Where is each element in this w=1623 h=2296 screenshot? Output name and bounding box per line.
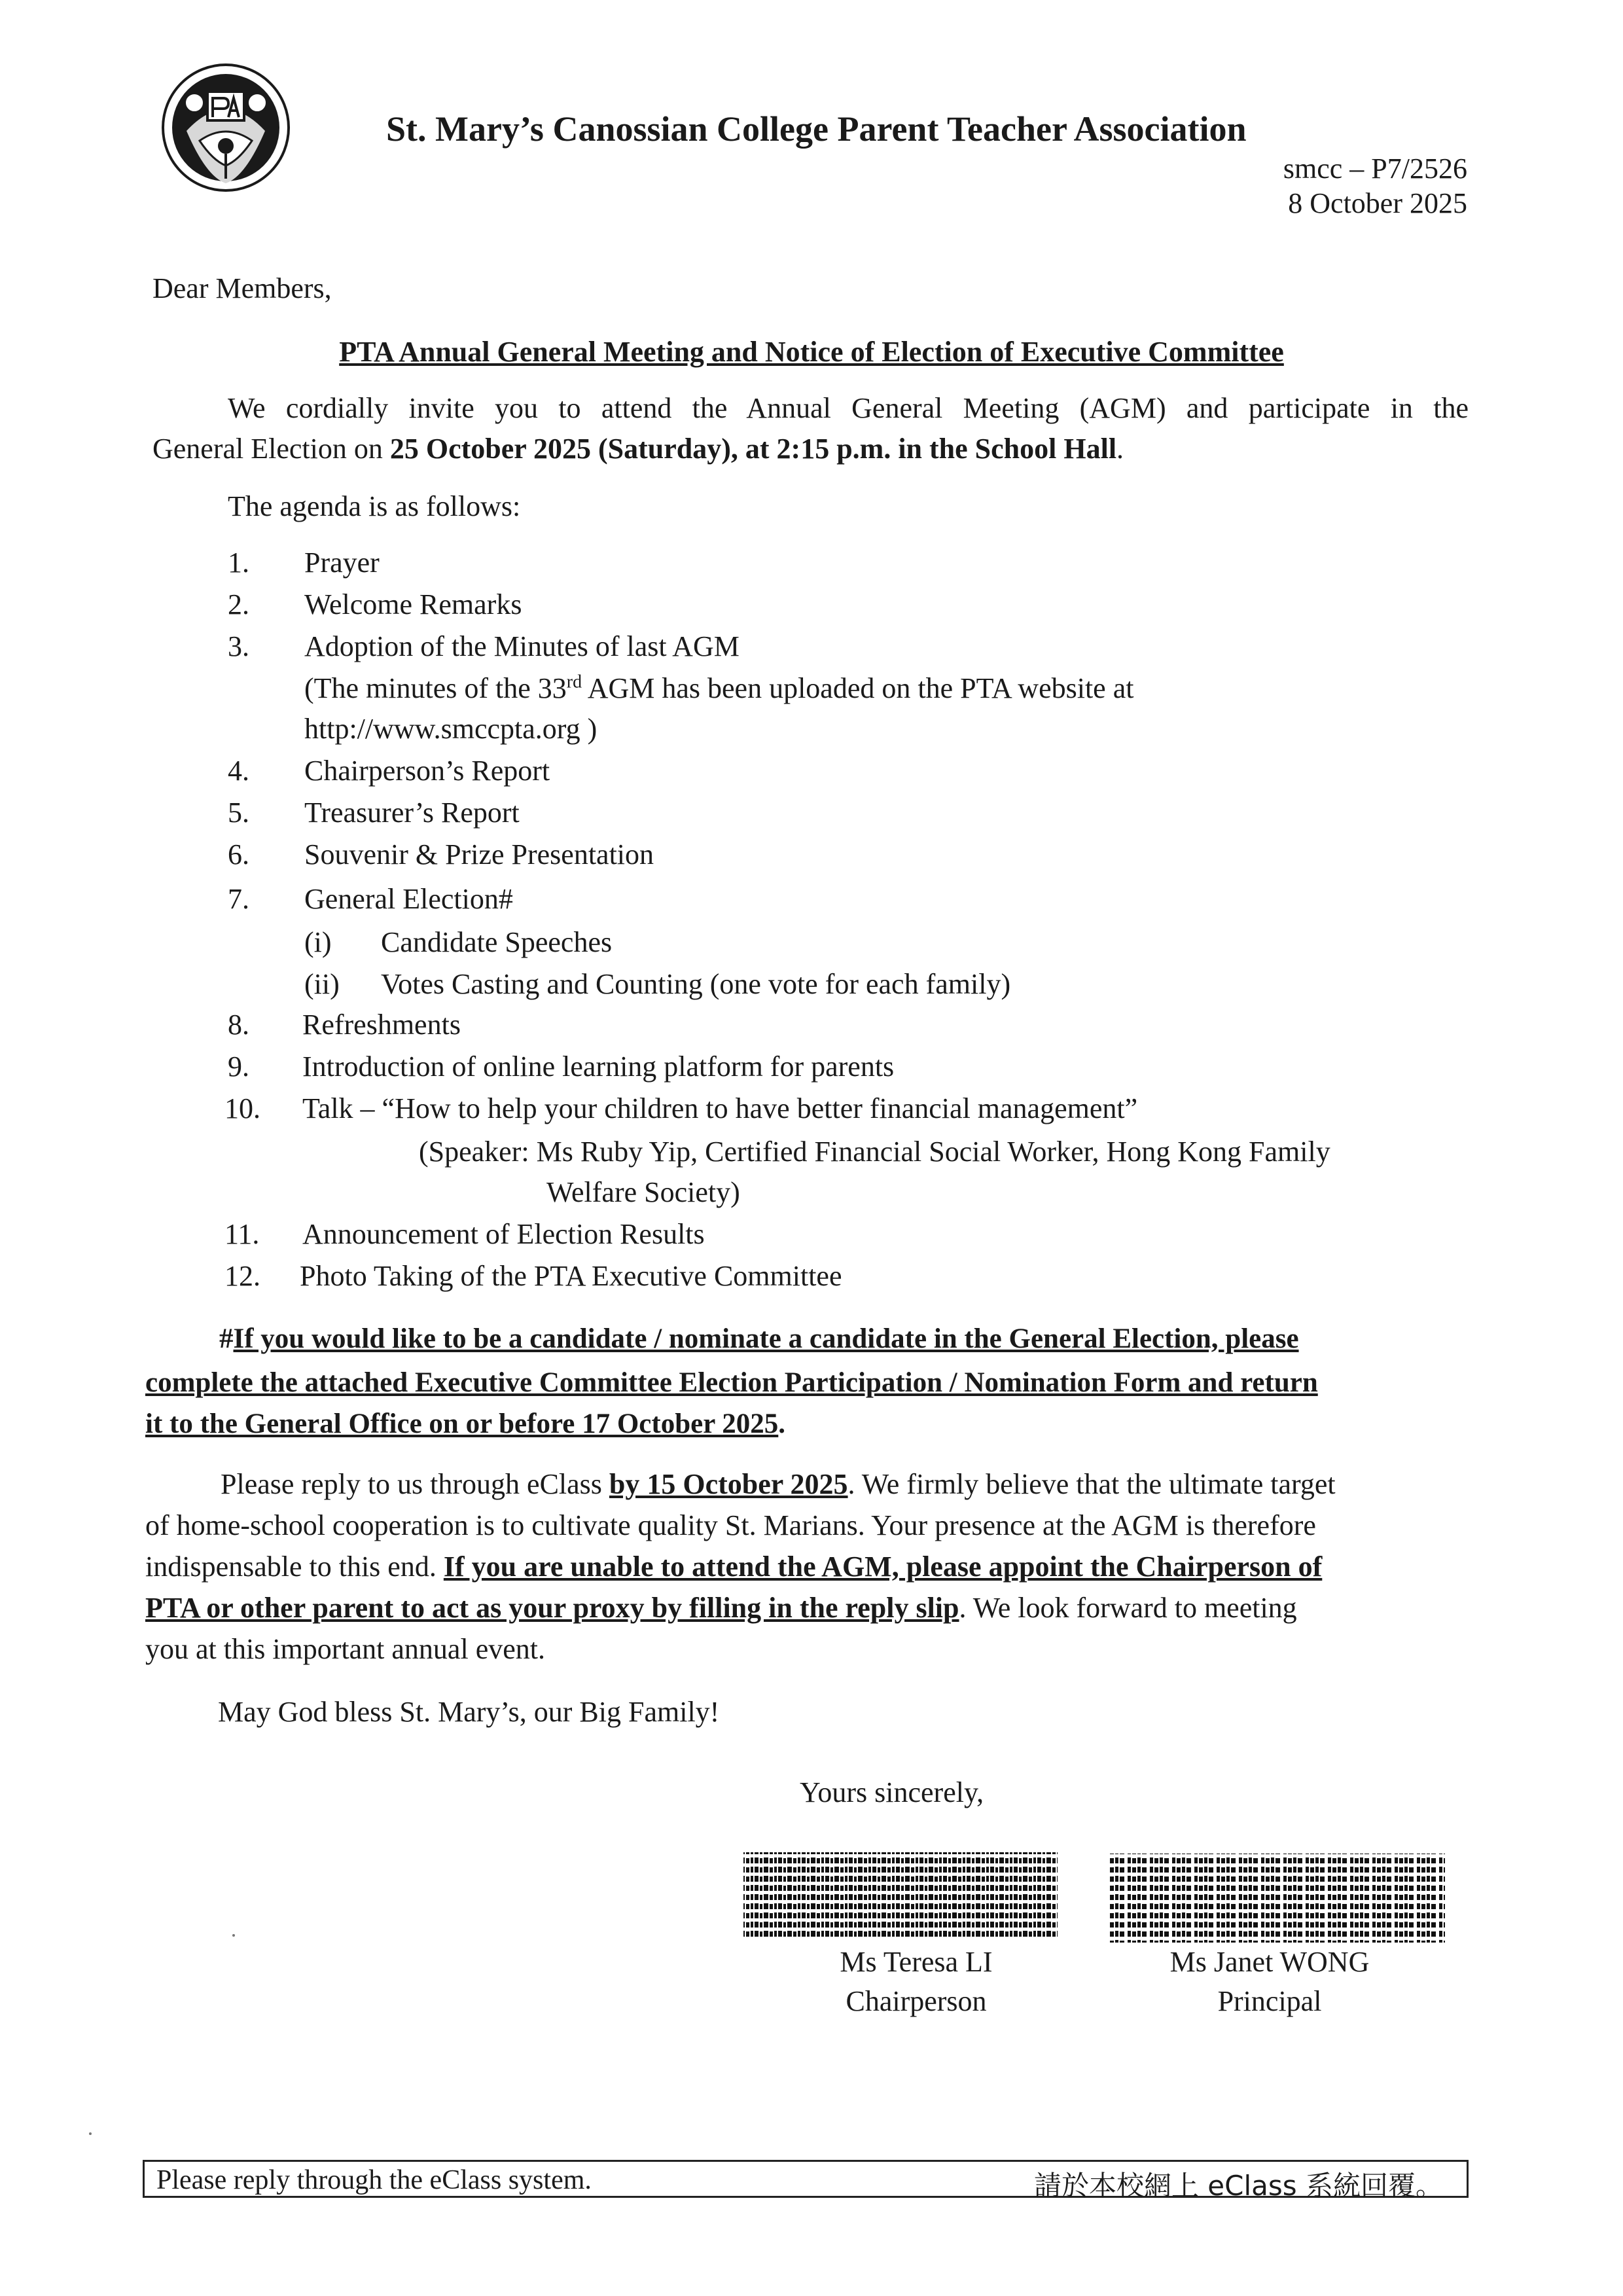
agenda-number: 8. (228, 1009, 249, 1041)
candidate-note-line-3 (145, 1407, 785, 1441)
agenda-number: 10. (224, 1092, 260, 1124)
blessing: May God bless St. Mary’s, our Big Family! (218, 1696, 720, 1728)
agenda-number: 12. (224, 1260, 260, 1292)
reply-text: indispensable to this end. (145, 1551, 444, 1583)
reply-text: . We firmly believe that the ultimate target (847, 1468, 1336, 1500)
organization-name: St. Mary’s Canossian College Parent Teacher Association (386, 109, 1247, 149)
agenda-item: Talk – “How to help your children to have better financial management” (302, 1092, 1138, 1124)
agenda-item: Adoption of the Minutes of last AGM (304, 630, 740, 662)
principal-name: Ms Janet WONG (1169, 1946, 1370, 1978)
reply-text: Please reply to us through eClass (221, 1468, 609, 1500)
proxy-instruction: If you are unable to attend the AGM, please appoint the Chairperson of (443, 1551, 1323, 1583)
chairperson-name: Ms Teresa LI (840, 1946, 993, 1978)
signature-stamp-icon (1105, 1847, 1452, 1946)
notice-heading: PTA Annual General Meeting and Notice of Election of Executive Committee (339, 336, 1284, 368)
speaker-info: Welfare Society) (546, 1176, 740, 1208)
reply-line-3 (145, 1550, 1322, 1585)
agenda-item: Announcement of Election Results (302, 1218, 705, 1250)
reply-line-2: of home-school cooperation is to cultivate quality St. Marians. Your presence at the AGM is therefore (145, 1509, 1316, 1541)
agenda-item: Chairperson’s Report (304, 755, 550, 787)
closing: Yours sincerely, (800, 1776, 984, 1808)
reply-text: . We look forward to meeting (959, 1592, 1297, 1624)
crest-icon (160, 62, 291, 193)
candidate-note-line-1 (219, 1322, 1461, 1356)
pta-website-url: http://www.smccpta.org ) (304, 713, 597, 745)
notice-date: 8 October 2025 (1288, 187, 1467, 219)
reply-instruction-english: Please reply through the eClass system. (156, 2165, 592, 2195)
agenda-item: Refreshments (302, 1009, 461, 1041)
reply-instruction-chinese: 請於本校網上 eClass 系統回覆。 (1033, 2170, 1443, 2202)
agenda-subtext (304, 672, 1133, 705)
proxy-instruction: PTA or other parent to act as your proxy by filling in the reply slip (145, 1592, 959, 1624)
salutation: Dear Members, (152, 272, 332, 304)
agenda-intro: The agenda is as follows: (228, 490, 521, 522)
reply-instruction-box (143, 2160, 1469, 2202)
reply-line-5: you at this important annual event. (145, 1633, 545, 1665)
agenda-item: Introduction of online learning platform for parents (302, 1050, 895, 1083)
ordinal-suffix: rd (566, 672, 582, 692)
meeting-datetime-venue: 25 October 2025 (Saturday), at 2:15 p.m. in the School Hall (389, 433, 1117, 465)
candidate-note-line-2: complete the attached Executive Committee Election Participation / Nomination Form and return (145, 1367, 1318, 1398)
principal-signature-stamp (1105, 1847, 1452, 1946)
agenda-number: 3. (228, 630, 249, 662)
candidate-note-period: . (778, 1408, 786, 1439)
agenda-item: Treasurer’s Report (304, 797, 520, 829)
chairperson-signature-stamp (730, 1847, 1064, 1944)
sub-item: Candidate Speeches (381, 926, 613, 958)
agenda-number: 4. (228, 755, 249, 787)
agenda-number: 5. (228, 797, 249, 829)
chairperson-title: Chairperson (846, 1985, 987, 2017)
sub-item: Votes Casting and Counting (one vote for each family) (381, 968, 1011, 1000)
agenda-number: 2. (228, 588, 249, 620)
agenda-number: 6. (228, 838, 249, 870)
principal-title: Principal (1217, 1985, 1322, 2017)
agenda-number: 9. (228, 1050, 249, 1083)
agenda-subtext-part: (The minutes of the 33 (304, 672, 567, 704)
agenda-item: Welcome Remarks (304, 588, 522, 620)
scan-speck (89, 2132, 92, 2135)
pta-logo (160, 62, 291, 193)
candidate-note-text: If you would like to be a candidate / nominate a candidate in the General Election, please (233, 1323, 1299, 1354)
agenda-number: 1. (228, 547, 249, 579)
intro-period: . (1116, 433, 1124, 465)
signature-stamp-icon (730, 1847, 1064, 1944)
reply-line-4 (145, 1591, 1297, 1626)
agenda-number: 11. (224, 1218, 260, 1250)
intro-line-1: We cordially invite you to attend the Annual General Meeting (AGM) and participate in the (228, 392, 1469, 424)
agenda-subtext-part: AGM has been uploaded on the PTA website at (582, 672, 1134, 704)
scan-speck (232, 1934, 235, 1937)
sub-item-marker: (i) (304, 926, 332, 958)
agenda-item: Souvenir & Prize Presentation (304, 838, 654, 870)
sub-item-marker: (ii) (304, 968, 340, 1000)
agenda-item: Prayer (304, 547, 380, 579)
reference-block (1283, 152, 1467, 221)
reply-deadline: by 15 October 2025 (609, 1468, 848, 1500)
agenda-item: Photo Taking of the PTA Executive Committee (300, 1260, 842, 1292)
reference-number: smcc – P7/2526 (1283, 152, 1467, 185)
candidate-deadline: it to the General Office on or before 17 October 2025 (145, 1408, 779, 1439)
hash-marker: # (219, 1323, 234, 1354)
intro-text: General Election on (152, 433, 390, 465)
agenda-number: 7. (228, 883, 249, 915)
intro-line-2 (152, 432, 1124, 467)
reply-line-1 (221, 1467, 1336, 1502)
speaker-info: (Speaker: Ms Ruby Yip, Certified Financial Social Worker, Hong Kong Family (419, 1136, 1330, 1168)
agenda-item: General Election# (304, 883, 513, 915)
